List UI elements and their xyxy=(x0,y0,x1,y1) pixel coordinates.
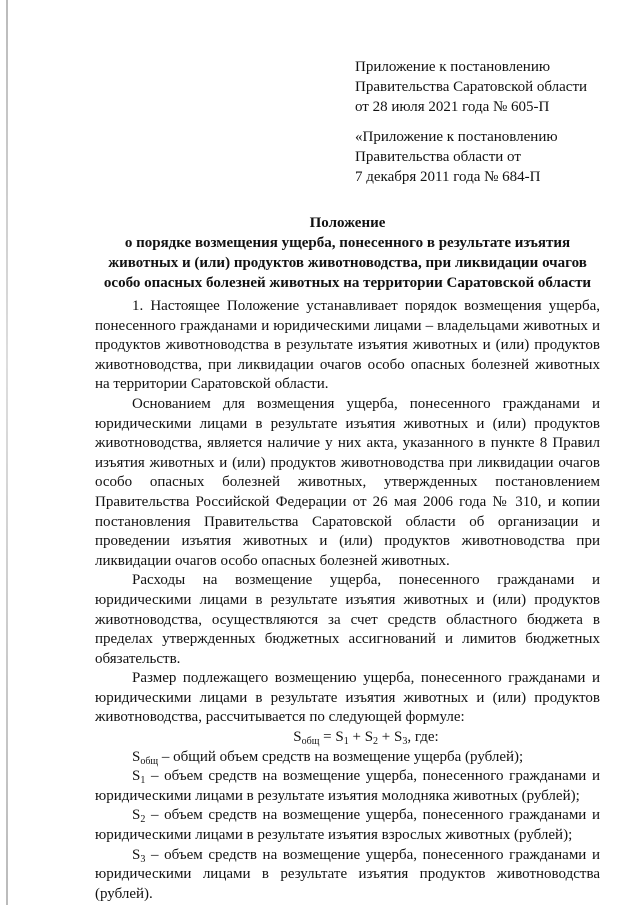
formula-subscript: 3 xyxy=(402,736,408,748)
definition xyxy=(95,846,600,905)
definition-subscript: 3 xyxy=(140,853,146,865)
document-title xyxy=(95,213,600,293)
appendix-line: 7 декабря 2011 года № 684-П xyxy=(355,169,541,185)
appendix-line: Правительства области от xyxy=(355,149,521,165)
definition-text: – общий объем средств на возмещение ущерба (рублей); xyxy=(158,748,524,765)
appendix-line: «Приложение к постановлению xyxy=(355,129,558,145)
definition xyxy=(95,806,600,845)
appendix-block xyxy=(355,57,587,117)
appendix-line: от 28 июля 2021 года № 605-П xyxy=(355,99,550,115)
definition-symbol: S xyxy=(132,748,141,765)
formula-subscript: 1 xyxy=(343,736,349,748)
definition-subscript: 1 xyxy=(140,775,146,787)
appendix-line: Приложение к постановлению xyxy=(355,59,551,75)
formula-operator: + xyxy=(378,729,394,746)
formula-symbol: S xyxy=(394,729,403,746)
paragraph: Расходы на возмещение ущерба, понесенного гражданами и юридическими лицами в результате изъятия животных и (или) продуктов животноводства, осуществляются за счет средств областного бюджета в пределах утвержденных бюджетных ассигнований и лимитов бюджетных обязательств. xyxy=(95,572,600,667)
definition-symbol: S xyxy=(132,846,141,863)
formula-operator: = xyxy=(319,729,336,746)
formula-subscript: общ xyxy=(301,736,320,748)
definition-text: – объем средств на возмещение ущерба, понесенного гражданами и юридическими лицами в результате изъятия продуктов животноводства (рублей). xyxy=(95,846,600,902)
paragraph: Основанием для возмещения ущерба, понесенного гражданами и юридическими лицами в результате изъятия животных и (или) продуктов животноводства, является наличие у них акта, указанного в пункте 8 Правил изъятия животных и (или) продуктов животноводства при ликвидации очагов особо опасных болезней животных, утвержденных постановлением Правительства Российской Федерации от 26 мая 2006 года № 310, и копии постановления Правительства Саратовской области об организации и проведении изъятия животных и (или) продуктов животноводства при ликвидации очагов особо опасных болезней животных. xyxy=(95,395,600,569)
definition-subscript: общ xyxy=(140,755,159,767)
formula-symbol: S xyxy=(335,729,344,746)
definition-text: – объем средств на возмещение ущерба, понесенного гражданами и юридическими лицами в результате изъятия взрослых животных (рублей); xyxy=(95,807,600,844)
original-appendix-block xyxy=(355,127,558,187)
definition-symbol: S xyxy=(132,807,141,824)
scan-edge xyxy=(6,0,8,905)
formula xyxy=(95,728,600,748)
paragraph: 1. Настоящее Положение устанавливает порядок возмещения ущерба, понесенного гражданами и юридическими лицами – владельцами животных и продуктов животноводства в результате изъятия животных и (или) продуктов животноводства, при ликвидации очагов особо опасных болезней животных на территории Саратовской области. xyxy=(95,298,600,393)
definition-subscript: 2 xyxy=(140,814,146,826)
formula-symbol: S xyxy=(293,729,302,746)
document-body xyxy=(95,297,600,904)
definition-text: – объем средств на возмещение ущерба, понесенного гражданами и юридическими лицами в результате изъятия молодняка животных (рублей); xyxy=(95,768,600,804)
appendix-line: Правительства Саратовской области xyxy=(355,79,588,95)
formula-tail: , где: xyxy=(407,729,439,746)
formula-symbol: S xyxy=(364,729,374,746)
definition xyxy=(95,767,600,806)
formula-subscript: 2 xyxy=(373,736,379,748)
title-subtitle: о порядке возмещения ущерба, понесенного в результате изъятия животных и (или) продуктов животноводства, при ликвидации очагов особо опасных болезней животных на территории Саратовской области xyxy=(103,235,592,291)
paragraph: Размер подлежащего возмещению ущерба, понесенного гражданами и юридическими лицами в результате изъятия животных и (или) продуктов животноводства, рассчитывается по следующей формуле: xyxy=(95,670,600,726)
formula-operator: + xyxy=(348,729,365,746)
definition xyxy=(95,748,600,768)
definition-symbol: S xyxy=(132,768,141,785)
title-heading: Положение xyxy=(309,215,386,231)
